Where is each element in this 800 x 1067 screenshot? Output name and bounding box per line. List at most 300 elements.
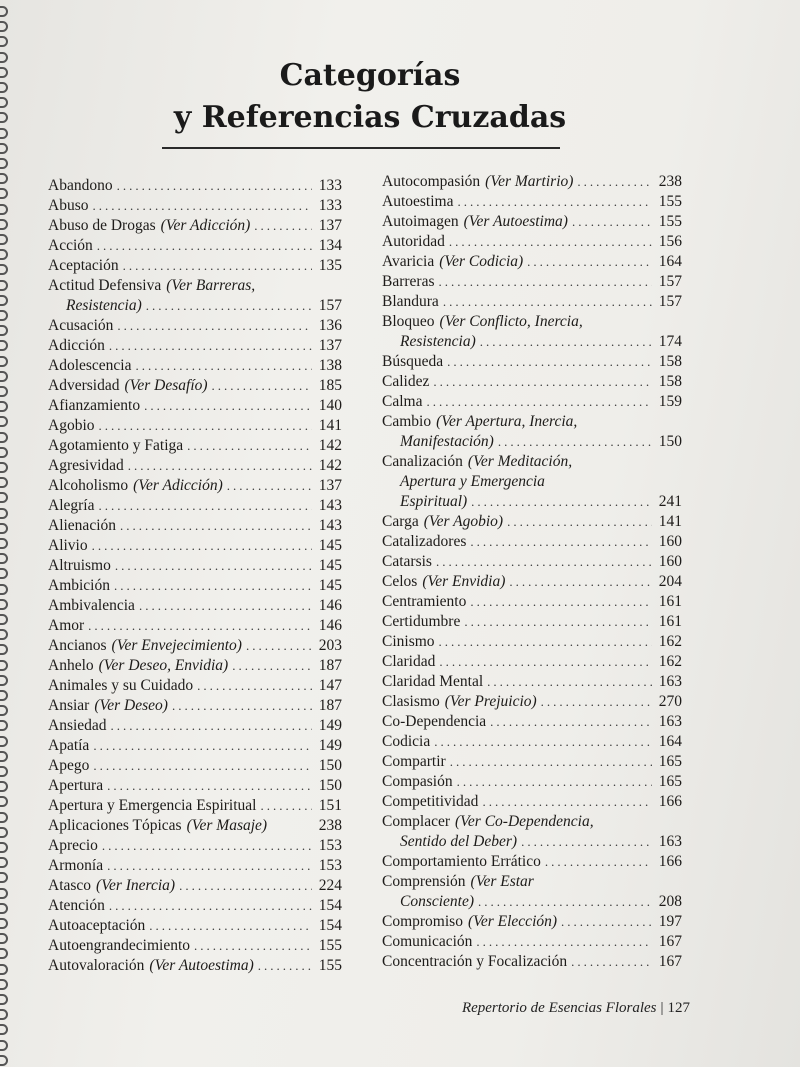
binding-ring [0, 903, 8, 914]
binding-ring [0, 857, 8, 868]
index-term: Alegría [48, 497, 95, 514]
index-term: Altruismo [48, 557, 111, 574]
index-entry [382, 292, 682, 312]
index-entry [48, 516, 342, 536]
index-term: Certidumbre [382, 613, 461, 630]
dot-leader [197, 676, 312, 696]
index-page-number: 137 [318, 477, 342, 494]
index-term: Sentido del Deber) [400, 833, 518, 850]
index-cross-reference: (Ver Co-Dependencia, [455, 813, 594, 830]
index-entry [382, 912, 682, 932]
binding-ring [0, 918, 8, 929]
dot-leader [439, 632, 652, 652]
dot-leader [109, 896, 312, 916]
index-term: Claridad Mental [382, 673, 484, 690]
binding-ring [0, 614, 8, 625]
index-page-number: 142 [318, 457, 342, 474]
dot-leader [577, 172, 652, 192]
dot-leader [482, 792, 652, 812]
binding-ring [0, 67, 8, 78]
index-page-number: 151 [318, 797, 342, 814]
index-entry [382, 952, 682, 972]
index-entry [48, 916, 342, 936]
index-term: Espiritual) [400, 493, 468, 510]
index-entry [382, 552, 682, 572]
dot-leader [258, 956, 312, 976]
binding-ring [0, 994, 8, 1005]
index-entry [48, 756, 342, 776]
binding-ring [0, 979, 8, 990]
index-term: Comunicación [382, 933, 473, 950]
index-page-number: 163 [658, 673, 682, 690]
index-entry [48, 596, 342, 616]
index-term: Aprecio [48, 837, 98, 854]
index-entry [48, 416, 342, 436]
index-entry [382, 212, 682, 232]
binding-ring [0, 766, 8, 777]
binding-ring [0, 128, 8, 139]
dot-leader [146, 296, 312, 316]
dot-leader [109, 336, 312, 356]
index-entry [48, 316, 342, 336]
binding-ring [0, 553, 8, 564]
index-page-number: 146 [318, 597, 342, 614]
index-entry [382, 372, 682, 392]
binding-ring [0, 401, 8, 412]
index-term: Barreras [382, 273, 435, 290]
index-page-number: 167 [658, 933, 682, 950]
index-term: Alcoholismo [48, 477, 129, 494]
binding-ring [0, 112, 8, 123]
binding-ring [0, 462, 8, 473]
index-term: Manifestación) [400, 433, 494, 450]
dot-leader [232, 656, 312, 676]
index-entry [48, 896, 342, 916]
binding-ring [0, 173, 8, 184]
dot-leader [97, 236, 312, 256]
binding-ring [0, 964, 8, 975]
index-entry [382, 872, 682, 892]
index-entry [382, 632, 682, 652]
binding-ring [0, 432, 8, 443]
index-entry [48, 636, 342, 656]
index-term: Ancianos [48, 637, 107, 654]
index-entry [48, 196, 342, 216]
dot-leader [443, 292, 652, 312]
index-term: Calidez [382, 373, 430, 390]
index-cross-reference: (Ver Deseo, Envidia) [98, 657, 229, 674]
dot-leader [450, 752, 652, 772]
index-page-number: 159 [658, 393, 682, 410]
dot-leader [194, 936, 312, 956]
index-cross-reference: (Ver Conflicto, Inercia, [439, 313, 583, 330]
index-term: Adolescencia [48, 357, 132, 374]
index-term: Atasco [48, 877, 92, 894]
index-term: Clasismo [382, 693, 440, 710]
binding-ring [0, 21, 8, 32]
index-term: Actitud Defensiva [48, 277, 162, 294]
binding-ring [0, 523, 8, 534]
index-term: Agobio [48, 417, 95, 434]
dot-leader [107, 776, 312, 796]
index-cross-reference: (Ver Elección) [467, 913, 558, 930]
dot-leader [92, 536, 312, 556]
index-term: Avaricia [382, 253, 435, 270]
index-term: Bloqueo [382, 313, 435, 330]
dot-leader [498, 432, 652, 452]
index-page-number: 155 [658, 213, 682, 230]
dot-leader [471, 492, 652, 512]
index-page-number: 133 [318, 197, 342, 214]
binding-ring [0, 1055, 8, 1066]
index-entry [382, 692, 682, 712]
binding-ring [0, 204, 8, 215]
index-entry [382, 832, 682, 852]
dot-leader [212, 376, 312, 396]
index-entry [382, 792, 682, 812]
index-term: Carga [382, 513, 419, 530]
dot-leader [434, 732, 652, 752]
index-entry [48, 276, 342, 296]
binding-ring [0, 720, 8, 731]
index-term: Abuso [48, 197, 89, 214]
dot-leader [93, 756, 312, 776]
dot-leader [117, 316, 312, 336]
index-term: Acusación [48, 317, 114, 334]
binding-ring [0, 842, 8, 853]
dot-leader [123, 256, 312, 276]
index-page-number: 150 [658, 433, 682, 450]
index-cross-reference: (Ver Envidia) [422, 573, 506, 590]
index-entry [382, 752, 682, 772]
dot-leader [120, 516, 312, 536]
index-term: Celos [382, 573, 418, 590]
index-term: Apertura y Emergencia [400, 473, 545, 490]
binding-ring [0, 796, 8, 807]
index-term: Abuso de Drogas [48, 217, 156, 234]
dot-leader [439, 652, 652, 672]
index-entry [382, 392, 682, 412]
index-cross-reference: (Ver Autoestima) [149, 957, 254, 974]
dot-leader [254, 216, 312, 236]
dot-leader [187, 436, 312, 456]
dot-leader [111, 716, 312, 736]
index-entry [382, 312, 682, 332]
binding-ring [0, 644, 8, 655]
binding-ring [0, 188, 8, 199]
index-term: Adicción [48, 337, 105, 354]
index-page-number: 157 [658, 293, 682, 310]
dot-leader [115, 556, 312, 576]
index-page-number: 157 [318, 297, 342, 314]
binding-ring [0, 325, 8, 336]
index-cross-reference: (Ver Inercia) [96, 877, 176, 894]
index-entry [382, 272, 682, 292]
dot-leader [114, 576, 312, 596]
binding-ring [0, 219, 8, 230]
index-page-number: 149 [318, 737, 342, 754]
binding-ring [0, 295, 8, 306]
index-cross-reference: (Ver Adicción) [160, 217, 251, 234]
index-term: Claridad [382, 653, 436, 670]
dot-leader [470, 532, 652, 552]
index-entry [48, 236, 342, 256]
index-term: Autoimagen [382, 213, 459, 230]
binding-ring [0, 356, 8, 367]
index-entry [48, 176, 342, 196]
index-entry [382, 892, 682, 912]
index-entry [382, 732, 682, 752]
index-term: Comportamiento Errático [382, 853, 541, 870]
binding-ring [0, 568, 8, 579]
dot-leader [457, 772, 652, 792]
index-page-number: 138 [318, 357, 342, 374]
index-entry [382, 772, 682, 792]
index-page-number: 143 [318, 497, 342, 514]
dot-leader [457, 192, 652, 212]
index-term: Adversidad [48, 377, 120, 394]
index-page-number: 163 [658, 713, 682, 730]
index-entry [382, 412, 682, 432]
binding-ring [0, 264, 8, 275]
index-term: Búsqueda [382, 353, 444, 370]
index-term: Resistencia) [400, 333, 476, 350]
binding-ring [0, 371, 8, 382]
index-term: Cinismo [382, 633, 435, 650]
dot-leader [117, 176, 312, 196]
index-cross-reference: (Ver Estar [470, 873, 534, 890]
index-entry [382, 572, 682, 592]
binding-ring [0, 584, 8, 595]
index-cross-reference: (Ver Codicia) [439, 253, 524, 270]
index-entry [382, 432, 682, 452]
index-page-number: 147 [318, 677, 342, 694]
index-entry [382, 232, 682, 252]
index-page-number: 241 [658, 493, 682, 510]
index-term: Complacer [382, 813, 451, 830]
footer-page-number: 127 [667, 1000, 690, 1016]
page-footer [430, 1000, 690, 1017]
index-page-number: 270 [658, 693, 682, 710]
dot-leader [144, 396, 312, 416]
index-term: Compasión [382, 773, 453, 790]
dot-leader [433, 372, 652, 392]
index-page-number: 155 [658, 193, 682, 210]
binding-ring [0, 508, 8, 519]
index-entry [48, 476, 342, 496]
index-term: Ambivalencia [48, 597, 135, 614]
index-entry [48, 296, 342, 316]
index-term: Calma [382, 393, 423, 410]
index-cross-reference: (Ver Masaje) [186, 817, 268, 834]
index-page-number: 162 [658, 653, 682, 670]
index-term: Consciente) [400, 893, 475, 910]
dot-leader [436, 552, 652, 572]
index-term: Autoridad [382, 233, 445, 250]
index-entry [382, 512, 682, 532]
binding-ring [0, 675, 8, 686]
index-page-number: 160 [658, 553, 682, 570]
index-term: Afianzamiento [48, 397, 141, 414]
index-page-number: 174 [658, 333, 682, 350]
index-page-number: 160 [658, 533, 682, 550]
index-term: Comprensión [382, 873, 466, 890]
index-term: Blandura [382, 293, 439, 310]
binding-ring [0, 386, 8, 397]
index-entry [382, 712, 682, 732]
index-cross-reference: (Ver Envejecimiento) [111, 637, 242, 654]
dot-leader [571, 952, 652, 972]
index-entry [48, 456, 342, 476]
dot-leader [480, 332, 652, 352]
binding-ring [0, 736, 8, 747]
dot-leader [179, 876, 312, 896]
index-page-number: 150 [318, 757, 342, 774]
index-entry [48, 696, 342, 716]
spiral-binding [0, 0, 12, 1067]
index-page-number: 187 [318, 697, 342, 714]
index-term: Co-Dependencia [382, 713, 487, 730]
dot-leader [521, 832, 652, 852]
binding-ring [0, 751, 8, 762]
index-term: Autovaloración [48, 957, 145, 974]
index-entry [48, 256, 342, 276]
index-cross-reference: (Ver Barreras, [166, 277, 256, 294]
index-page-number: 143 [318, 517, 342, 534]
index-term: Alivio [48, 537, 88, 554]
index-entry [48, 556, 342, 576]
dot-leader [98, 496, 312, 516]
binding-ring [0, 416, 8, 427]
binding-ring [0, 629, 8, 640]
index-page-number: 137 [318, 337, 342, 354]
index-entry [382, 252, 682, 272]
binding-ring [0, 158, 8, 169]
index-cross-reference: (Ver Deseo) [94, 697, 168, 714]
index-entry [48, 796, 342, 816]
binding-ring [0, 52, 8, 63]
index-entry [382, 332, 682, 352]
dot-leader [139, 596, 312, 616]
dot-leader [227, 476, 312, 496]
index-entry [48, 396, 342, 416]
index-cross-reference: (Ver Agobio) [423, 513, 504, 530]
dot-leader [439, 272, 653, 292]
dot-leader [136, 356, 313, 376]
dot-leader [102, 836, 312, 856]
binding-ring [0, 781, 8, 792]
index-entry [382, 472, 682, 492]
index-term: Compromiso [382, 913, 463, 930]
binding-ring [0, 1040, 8, 1051]
index-page-number: 142 [318, 437, 342, 454]
binding-ring [0, 812, 8, 823]
index-entry [382, 192, 682, 212]
binding-ring [0, 234, 8, 245]
dot-leader [447, 352, 652, 372]
index-page-number: 238 [318, 817, 342, 834]
index-term: Resistencia) [66, 297, 142, 314]
binding-ring [0, 948, 8, 959]
index-entry [382, 452, 682, 472]
index-entry [48, 496, 342, 516]
index-page-number: 137 [318, 217, 342, 234]
index-entry [48, 876, 342, 896]
index-page-number: 165 [658, 753, 682, 770]
index-entry [48, 716, 342, 736]
index-entry [382, 532, 682, 552]
binding-ring [0, 280, 8, 291]
index-term: Apertura [48, 777, 104, 794]
index-term: Autocompasión [382, 173, 481, 190]
page-title-line-1: Categorías [279, 58, 461, 93]
index-term: Ambición [48, 577, 110, 594]
index-entry [382, 812, 682, 832]
binding-ring [0, 492, 8, 503]
index-page-number: 156 [658, 233, 682, 250]
index-page-number: 208 [658, 893, 682, 910]
index-term: Catarsis [382, 553, 432, 570]
index-cross-reference: (Ver Prejuicio) [444, 693, 537, 710]
footer-book-title: Repertorio de Esencias Florales [461, 1000, 657, 1016]
index-page-number: 153 [318, 837, 342, 854]
index-term: Agresividad [48, 457, 124, 474]
index-page-number: 149 [318, 717, 342, 734]
dot-leader [107, 856, 312, 876]
index-entry [382, 672, 682, 692]
binding-ring [0, 340, 8, 351]
index-page-number: 187 [318, 657, 342, 674]
index-term: Acción [48, 237, 93, 254]
index-entry [48, 776, 342, 796]
index-term: Canalización [382, 453, 463, 470]
index-page-number: 197 [658, 913, 682, 930]
index-entry [48, 856, 342, 876]
index-entry [48, 736, 342, 756]
index-entry [382, 852, 682, 872]
index-page-number: 166 [658, 853, 682, 870]
index-page-number: 145 [318, 577, 342, 594]
binding-ring [0, 538, 8, 549]
title-underline [162, 147, 560, 149]
dot-leader [92, 196, 312, 216]
binding-ring [0, 827, 8, 838]
index-page-number: 163 [658, 833, 682, 850]
dot-leader [93, 736, 312, 756]
binding-ring [0, 6, 8, 17]
dot-leader [561, 912, 652, 932]
index-page-number: 145 [318, 537, 342, 554]
index-column-left [48, 176, 342, 976]
index-term: Aplicaciones Tópicas [48, 817, 182, 834]
binding-ring [0, 82, 8, 93]
index-cross-reference: (Ver Adicción) [133, 477, 223, 494]
index-entry [48, 676, 342, 696]
index-term: Apertura y Emergencia Espiritual [48, 797, 257, 814]
index-entry [382, 932, 682, 952]
index-page-number: 164 [658, 253, 682, 270]
binding-ring [0, 933, 8, 944]
index-term: Abandono [48, 177, 113, 194]
dot-leader [490, 712, 652, 732]
index-page-number: 140 [318, 397, 342, 414]
index-page-number: 161 [658, 613, 682, 630]
index-term: Apego [48, 757, 90, 774]
dot-leader [507, 512, 652, 532]
index-term: Centramiento [382, 593, 467, 610]
index-page-number: 162 [658, 633, 682, 650]
index-term: Autoestima [382, 193, 454, 210]
